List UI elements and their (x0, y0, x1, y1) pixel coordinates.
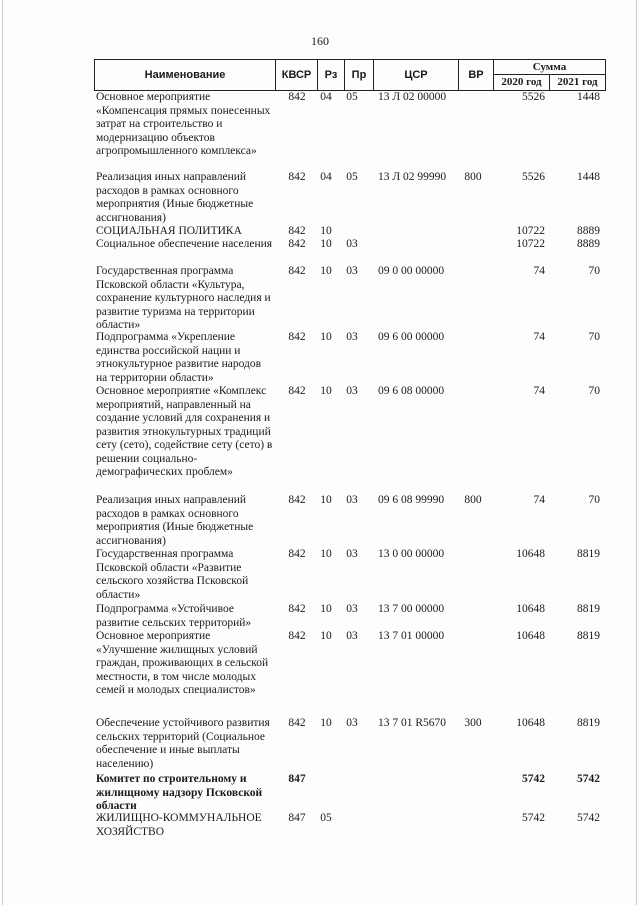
cell-csr: 13 7 01 R5670 (378, 717, 447, 729)
cell-rz: 10 (320, 331, 332, 343)
cell-rz: 04 (320, 91, 332, 103)
cell-name: СОЦИАЛЬНАЯ ПОЛИТИКА (96, 225, 242, 237)
cell-pr: 03 (346, 494, 358, 506)
cell-kvsr: 842 (288, 238, 306, 250)
cell-sum-2021: 8889 (577, 238, 600, 250)
cell-sum-2021: 8889 (577, 225, 600, 237)
cell-sum-2020: 5742 (522, 773, 545, 785)
cell-rz: 05 (320, 812, 332, 824)
cell-pr: 03 (346, 717, 358, 729)
cell-rz: 10 (320, 548, 332, 560)
cell-csr: 13 Л 02 99990 (378, 171, 447, 183)
cell-name: Социальное обеспечение населения (96, 238, 273, 250)
cell-pr: 05 (346, 171, 358, 183)
cell-pr: 03 (346, 630, 358, 642)
cell-csr: 09 6 00 00000 (378, 331, 445, 343)
cell-rz: 10 (320, 385, 332, 397)
cell-rz: 10 (320, 717, 332, 729)
cell-sum-2020: 10648 (516, 717, 545, 729)
cell-csr: 13 0 00 00000 (378, 548, 445, 560)
cell-sum-2021: 70 (588, 331, 600, 343)
cell-pr: 03 (346, 548, 358, 560)
cell-sum-2021: 1448 (577, 91, 600, 103)
cell-sum-2020: 5526 (522, 171, 545, 183)
cell-sum-2020: 5742 (522, 812, 545, 824)
cell-name: Подпрограмма «Укрепление единства российской нации и этнокультурное развитие народов на территории области» (96, 331, 262, 384)
cell-kvsr: 847 (288, 773, 306, 785)
cell-rz: 10 (320, 603, 332, 615)
cell-name: Государственная программа Псковской области «Развитие сельского хозяйства Псковской области» (96, 548, 249, 601)
cell-kvsr: 842 (288, 265, 306, 277)
cell-name: Подпрограмма «Устойчивое развитие сельских территорий» (96, 603, 252, 629)
cell-sum-2020: 74 (533, 385, 545, 397)
cell-sum-2020: 10722 (516, 238, 545, 250)
cell-sum-2021: 8819 (577, 630, 600, 642)
cell-csr: 09 6 08 00000 (378, 385, 445, 397)
header-kvsr: КВСР (276, 60, 318, 90)
cell-name: ЖИЛИЩНО-КОММУНАЛЬНОЕ ХОЗЯЙСТВО (96, 812, 262, 838)
cell-kvsr: 847 (288, 812, 306, 824)
cell-kvsr: 842 (288, 717, 306, 729)
cell-rz: 04 (320, 171, 332, 183)
cell-rz: 10 (320, 494, 332, 506)
cell-name: Обеспечение устойчивого развития сельских территорий (Социальное обеспечение и иные выплаты населению) (96, 717, 270, 770)
header-name: Наименование (95, 60, 276, 90)
cell-sum-2020: 74 (533, 265, 545, 277)
cell-sum-2020: 10648 (516, 630, 545, 642)
cell-pr: 03 (346, 331, 358, 343)
cell-sum-2021: 1448 (577, 171, 600, 183)
cell-pr: 03 (346, 385, 358, 397)
header-rz: Рз (318, 60, 345, 90)
cell-pr: 03 (346, 265, 358, 277)
cell-sum-2021: 8819 (577, 717, 600, 729)
cell-sum-2021: 70 (588, 385, 600, 397)
cell-vr: 800 (464, 171, 482, 183)
cell-kvsr: 842 (288, 603, 306, 615)
cell-sum-2021: 8819 (577, 548, 600, 560)
cell-sum-2021: 5742 (577, 773, 600, 785)
cell-kvsr: 842 (288, 385, 306, 397)
header-year-2021: 2021 год (557, 76, 598, 88)
cell-sum-2020: 10648 (516, 548, 545, 560)
table-header (94, 59, 606, 91)
cell-sum-2021: 70 (588, 494, 600, 506)
cell-kvsr: 842 (288, 331, 306, 343)
cell-rz: 10 (320, 265, 332, 277)
cell-name: Основное мероприятие «Комплекс мероприятий, направленный на создание условий для сохранения и развития этнокультурных традиций сету (сето), содействие сету (сето) в решении социально-демографических проблем» (96, 385, 273, 478)
cell-sum-2020: 10648 (516, 603, 545, 615)
header-vr: ВР (459, 60, 494, 90)
header-pr: Пр (345, 60, 374, 90)
cell-csr: 13 Л 02 00000 (378, 91, 447, 103)
cell-sum-2021: 70 (588, 265, 600, 277)
cell-vr: 800 (464, 494, 482, 506)
cell-kvsr: 842 (288, 91, 306, 103)
cell-sum-2020: 74 (533, 331, 545, 343)
cell-sum-2020: 74 (533, 494, 545, 506)
header-sum: Сумма (494, 60, 605, 75)
header-year-2020: 2020 год (494, 75, 550, 90)
header-csr: ЦСР (374, 60, 459, 90)
cell-name: Основное мероприятие «Улучшение жилищных условий граждан, проживающих в сельской местности, в том числе молодых семей и молодых специалистов» (96, 630, 269, 696)
cell-pr: 03 (346, 603, 358, 615)
cell-pr: 03 (346, 238, 358, 250)
cell-name: Основное мероприятие «Компенсация прямых понесенных затрат на строительство и модернизацию объектов агропромышленного комплекса» (96, 91, 271, 157)
cell-kvsr: 842 (288, 548, 306, 560)
cell-name: Реализация иных направлений расходов в рамках основного мероприятия (Иные бюджетные ассигнования) (96, 171, 254, 224)
cell-csr: 09 0 00 00000 (378, 265, 445, 277)
cell-csr: 09 6 08 99990 (378, 494, 445, 506)
cell-rz: 10 (320, 630, 332, 642)
cell-rz: 10 (320, 238, 332, 250)
cell-kvsr: 842 (288, 171, 306, 183)
cell-sum-2021: 8819 (577, 603, 600, 615)
cell-csr: 13 7 00 00000 (378, 603, 445, 615)
cell-kvsr: 842 (288, 630, 306, 642)
cell-kvsr: 842 (288, 225, 306, 237)
cell-name: Реализация иных направлений расходов в рамках основного мероприятия (Иные бюджетные ассигнования) (96, 494, 254, 547)
cell-csr: 13 7 01 00000 (378, 630, 445, 642)
cell-rz: 10 (320, 225, 332, 237)
cell-sum-2020: 5526 (522, 91, 545, 103)
cell-vr: 300 (464, 717, 482, 729)
page-number: 160 (311, 34, 329, 48)
cell-pr: 05 (346, 91, 358, 103)
cell-sum-2020: 10722 (516, 225, 545, 237)
cell-sum-2021: 5742 (577, 812, 600, 824)
cell-kvsr: 842 (288, 494, 306, 506)
cell-name: Государственная программа Псковской области «Культура, сохранение культурного наследия и развитие туризма на территории области» (96, 265, 271, 331)
cell-name: Комитет по строительному и жилищному надзору Псковской области (96, 773, 263, 812)
